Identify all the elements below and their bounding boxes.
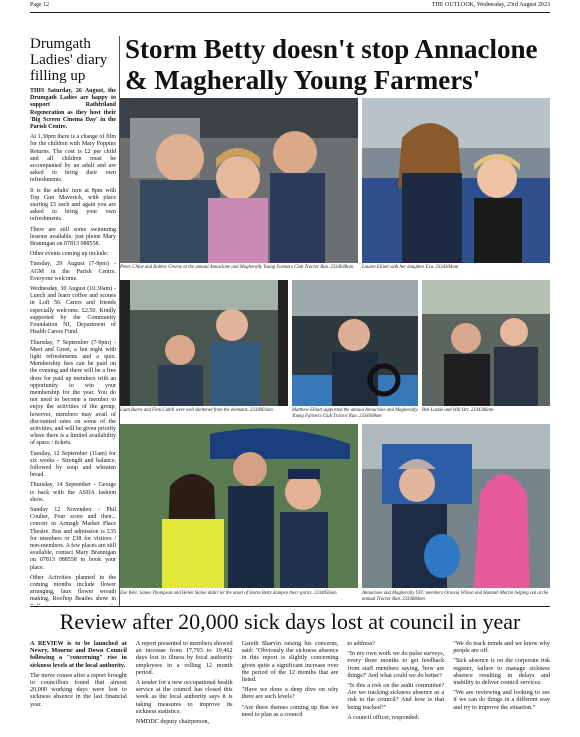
photo-caption: Annaclone and Magherally YFC members Octavia Wilson and Hannah Martin helping out at the annual Tractor Run. 2334084om [362,591,549,602]
sidebar-para: There are still some swimming lessons available, just phone Mary Brannigan on 07813 088558. [30,226,116,248]
sidebar-para: Other events coming up include: [30,251,109,258]
review-para: "Are there themes coming up that we need to plan as a council [241,703,339,718]
photo-ben-will [422,280,550,406]
main-headline: Storm Betty doesn't stop Annaclone & Magherally Young Farmers' [125,34,538,95]
sidebar-article [30,36,116,605]
sidebar-para: Thursday, 7 September (7-9pm) - Meet and Greet, a fun night with light refreshments and a quiz. Membership fees can be paid on the evening and there will be a free draw for paid up members with an opportunity to win your membership for the year. You do not need to become a member to enjoy the activities of the group, however, members may avail of discounted rates on some of the activities, and will be given priority where there is a limited availability of space / tickets. [30,339,116,447]
sidebar-para: Tuesday, 29 August (7-9pm) - AGM in the Parish Centre. Everyone welcome. [30,261,116,282]
sidebar-para: Sunday 12 November - Phil Coulter, Four score and then... concert in Armagh Market Place Theatre. Bus and admission is £35 for members or £38 for visitors / non-members. A few places are still available, contact Mary Brannigan on 07813 088558 to book your place. [30,506,116,571]
sidebar-para: At 1.30pm there is a change of film for the children with Mary Poppins Returns. The cost is £2 per child and all children must be accompanied by an adult and are asked to bring their own refreshments. [30,134,116,184]
review-column [453,640,550,728]
review-para: "Have we done a deep dive on why there are such levels? [241,686,339,701]
review-column [347,640,444,728]
newspaper-dateline: THE OUTLOOK, Wednesday, 23rd August 2023 [431,2,550,8]
review-para: Gareth Sharvin raising his concerns, said: "Obviously the sickness absence in this report is slightly concerning given quite a significant increase over the period of the 12 months that are listed. [241,640,339,684]
review-column [30,640,127,728]
review-para: A report presented to members showed an increase from 17,793 to 19,462 days lost to illness by local authority employees in a rolling 12 month period. [135,640,233,676]
photo-caption: Liam Burns and Finn Cahill were well sheltered from the elements. 2334003om [120,408,273,413]
sidebar-para: Wednesday, 30 August (10.30am) - Lunch and learn coffee and scones in Loft 56. Carers and friends especially welcome. £2.50. Kindly supported by the Community Foundation NI, Department of Health Carers Fund. [30,286,116,336]
review-para: A REVIEW is to be launched at Newry, Mourne and Down Council following a "concerning" rise in sickness levels at the local authority. [30,640,127,669]
page-header [30,2,550,12]
photo-caption: Peter, Chloe and Robbie Greene at the annual Annaclone and Magherally Young Farmers Club Tractor Run. 2334048om [120,265,353,270]
sidebar-para: Thursday, 14 September - George is back with the ASDA fashion show. [30,482,116,503]
photo-zoe-james-helen [120,424,358,588]
photo-liam-finn [120,280,288,406]
review-para: "Sick absence is on the corporate risk register, failure to manage sickness absence resulting in delays and inability to deliver council services. [453,657,550,687]
photo-caption: Matthew Elliott supported the annual Annaclone and Magherally Young Farmers Club Tractor Run. 2334008om [292,408,418,419]
review-para: "We do track trends and we know why people are off. [453,640,550,655]
section-rule [30,606,550,607]
photo-caption: Ben Laskie and Will Orr. 2334306om [422,408,494,413]
review-para: "Is this a risk on the audit committee? Are we tracking sickness absence as a risk to the council? And how is that being tracked?" [347,682,445,711]
photo-caption: Zoe Weir, James Thompson and Helen Slaine didn't let the onset of Storm Betty dampen their spirits. 2334056om [120,591,337,596]
review-headline: Review after 20,000 sick days lost at council in year [59,609,521,634]
review-column [242,640,339,728]
photo-matthew-elliott [292,280,418,406]
photo-octavia-hannah [362,424,550,588]
photo-greene-family [120,98,358,263]
review-para: "In my own work we do pulse surveys, every three months to get feedback from staff members saying, 'how are things?' And what could we do better? [347,650,445,679]
review-para: A council officer, responded: [347,713,420,721]
review-para: The move comes after a report brought to councillors found that almost 20,000 working days were lost to sickness absence in the last financial year. [30,671,127,708]
review-para: to address? [347,640,376,647]
header-rule [30,12,550,13]
page-number: Page 12 [30,2,50,8]
sidebar-para: It is the adults' turn at 8pm with Top Gun Maverick, with place starting £5 each and again you are asked to bring your own refreshments. [30,187,116,223]
review-para: NMDDC deputy chairperson, [135,718,210,726]
review-para: A tender for a new occupational health service at the council has closed this week as the local authority says it is taking measures to improve its sickness statistics. [135,679,233,715]
sidebar-lead: THIS Saturday, 26 August, the Drumgath Ladies are happy to support Rathfriland Regeneration as they host their 'Big Screen Cinema Day' in the Parish Centre. [30,88,116,131]
photo-lauren-eva [362,98,550,263]
review-column [136,640,233,728]
review-para: "We are reviewing and looking to see if we can do things in a different way and try to improve the situation." [453,689,550,711]
review-body [30,640,550,728]
sidebar-headline: Drumgath Ladies' diary filling up [30,36,108,84]
sidebar-para: Tuesday, 12 September (11am) for six weeks - Strength and balance, followed by soup and wheaten bread. [30,450,116,479]
sidebar-para: Other Activities planned in the coming months include flower arranging, faux flower wreath making, Rooftop Beatles show in [30,574,116,603]
photo-caption: Lauren Elliott with her daughter Eva. 2334304om [362,265,459,270]
